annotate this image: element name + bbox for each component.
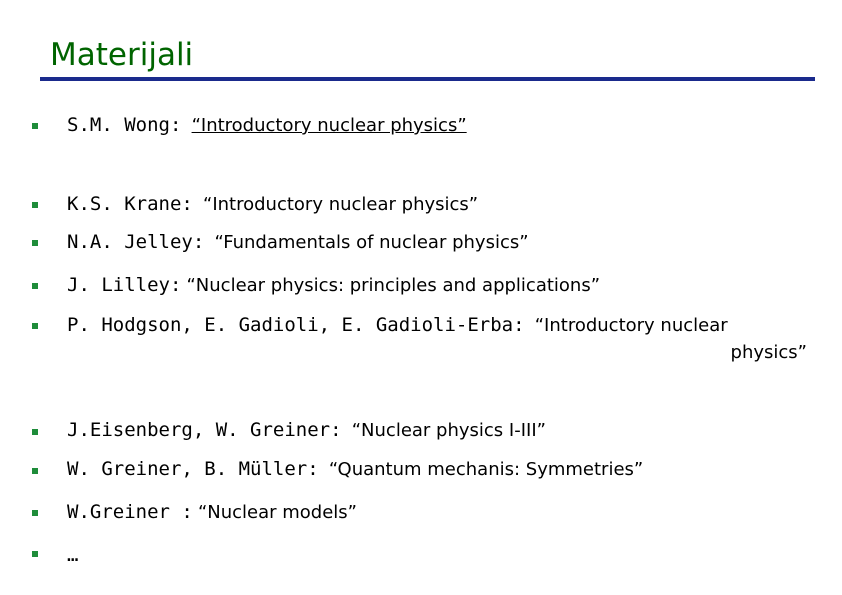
reference-author: J.Eisenberg, W. Greiner: [67,419,342,441]
bullet-icon [32,123,38,129]
reference-item [67,276,600,295]
bullet-icon [32,468,38,474]
reference-author: W.Greiner : [67,501,193,523]
reference-author: W. Greiner, B. Müller: [67,458,319,480]
reference-author: K.S. Krane: [67,193,193,215]
reference-item [67,233,529,252]
reference-item [67,316,728,335]
reference-title: “Nuclear physics I-III” [351,420,546,441]
reference-author: N.A. Jelley: [67,231,205,253]
reference-author: J. Lilley: [67,274,182,296]
bullet-icon [32,551,38,557]
reference-author: P. Hodgson, E. Gadioli, E. Gadioli-Erba: [67,314,525,336]
reference-title: “Nuclear models” [197,502,358,523]
reference-item [67,421,546,440]
reference-item [67,503,357,522]
reference-title: “Introductory nuclear physics” [203,194,479,215]
reference-title: “Introductory nuclear [534,315,728,336]
reference-item [67,116,467,135]
bullet-icon [32,283,38,289]
reference-title: “Nuclear physics: principles and applications” [186,275,601,296]
title-underline [40,77,815,81]
bullet-icon [32,323,38,329]
page-title: Materijali [50,37,194,73]
reference-author: S.M. Wong: [67,114,182,136]
reference-title-continuation: physics” [730,342,807,363]
reference-ellipsis: … [67,544,79,566]
reference-title: “Quantum mechanis: Symmetries” [328,459,644,480]
bullet-icon [32,429,38,435]
reference-item [67,546,78,565]
bullet-icon [32,510,38,516]
bullet-icon [32,202,38,208]
bullet-icon [32,240,38,246]
reference-title: “Introductory nuclear physics” [191,115,467,136]
reference-title: “Fundamentals of nuclear physics” [214,232,529,253]
reference-item [67,460,643,479]
reference-item [67,195,478,214]
